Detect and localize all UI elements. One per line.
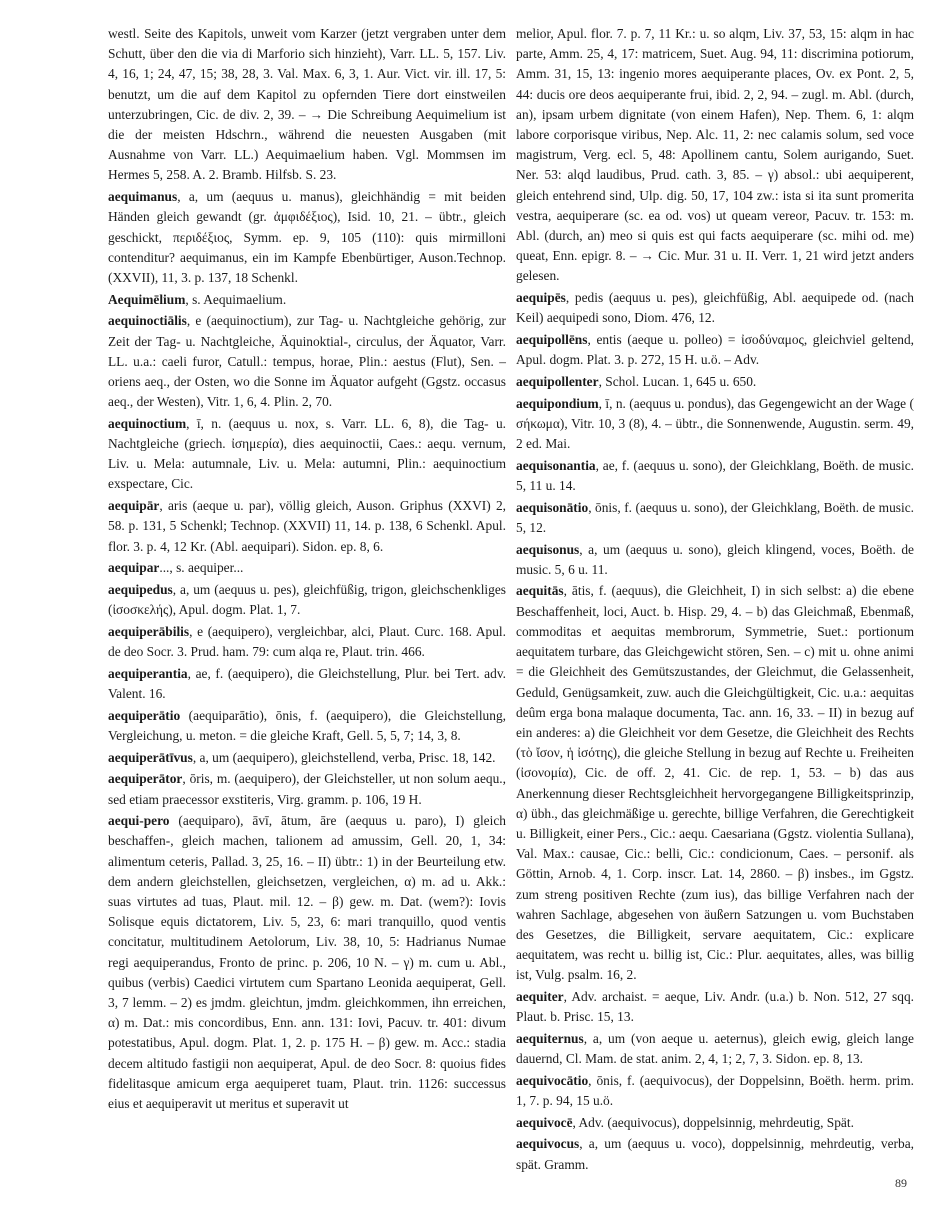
entry-headword: aequipondium	[516, 395, 599, 411]
entry-text: , ī, n. (aequus u. pondus), das Gegengewicht an der Wage ( σήκωμα), Vitr. 10, 3 (8), 4. – übtr., die Sonnenwende, Augustin. serm. 49, 2 ed. Mai.	[516, 395, 914, 452]
entry-headword: aequiperābilis	[108, 623, 190, 639]
dictionary-entry	[516, 1029, 914, 1069]
dictionary-entry	[516, 330, 914, 370]
entry-text: , e (aequipero), vergleichbar, alci, Plaut. Curc. 168. Apul. de deo Socr. 3. Prud. ham. 79: cum alqa re, Plaut. trin. 466.	[108, 623, 506, 660]
dictionary-entry	[108, 706, 506, 746]
entry-headword: aequipēs	[516, 290, 566, 306]
entry-headword: aequivocus	[516, 1136, 580, 1152]
entry-headword: aequivocē	[516, 1114, 573, 1130]
dictionary-entry	[516, 24, 914, 287]
dictionary-entry	[516, 581, 914, 985]
entry-headword: aequivocātio	[516, 1072, 589, 1088]
entry-headword: aequinoctiālis	[108, 313, 187, 329]
left-column	[108, 24, 506, 1116]
entry-headword: aequiperātio	[108, 707, 181, 723]
dictionary-entry	[108, 414, 506, 495]
entry-headword: aequipār	[108, 498, 160, 514]
entry-headword: aequipedus	[108, 581, 173, 597]
dictionary-entry	[108, 311, 506, 412]
entry-headword: aequiperantia	[108, 665, 188, 681]
entry-text: , a, um (aequus u. voco), doppelsinnig, mehrdeutig, verba, spät. Gramm.	[516, 1136, 914, 1172]
dictionary-entry	[108, 187, 506, 288]
entry-text: melior, Apul. flor. 7. p. 7, 11 Kr.: u. so alqm, Liv. 37, 53, 15: alqm in hac parte, Amm. 25, 4, 17: matricem, Suet. Aug. 94, 11: discrimina potiorum, Amm. 31, 15, 13: ingenio mores aequiperante places, Ov. ex Pont. 2, 5, 44: ducis ore deos aequiperante frui, ibid. 2, 2, 94. – zugl. m. Abl. (durch, an), ipsam urbem dignitate (von einem Hafen), Nep. Them. 6, 1: alqm labore corporisque viribus, Nep. Alc. 11, 2: nec calamis solum, sed voce magistrum, Verg. ecl. 5, 48: Apollinem cantu, Solem aurigando, Suet. Ner. 53: alqd laudibus, Prud. cath. 3, 85. – γ) absol.: ubi aequiperent, gleich entehrend sind, Ulp. dig. 50, 17, 104 zw.: ista si ita sunt promerita vestra, aequiperare (sc. ea od. vos) ut queam vereor, Pacuv. tr. 153: m. Abl. (durch, an) meo si quis est qui facts aequiperare (sc. mihi od. me) queat, Enn. epigr. 8. – → Cic. Mur. 31 u. II. Verr. 1, 21 wird jetzt anders gelesen.	[516, 26, 914, 284]
dictionary-entry	[108, 769, 506, 809]
entry-text: , ōnis, f. (aequus u. sono), der Gleichklang, Boëth. de music. 5, 12.	[516, 499, 914, 535]
entry-text: , pedis (aequus u. pes), gleichfüßig, Abl. aequipede od. (nach Keil) aequipedi sono, Diom. 476, 12.	[516, 290, 914, 326]
dictionary-entry	[516, 372, 914, 392]
right-column	[516, 24, 914, 1176]
entry-headword: aequipar	[108, 560, 160, 576]
entry-text: (aequiparo), āvī, ātum, āre (aequus u. paro), I) gleich beschaffen-, gleich machen, talionem ad amussim, Gell. 20, 1, 34: alimentum ceteris, Pallad. 3, 25, 16. – II) übtr.: 1) in der Beurteilung etw. dem andern gleichstellen, gleichsetzen, vergleichen, α) m. ad u. Akk.: suas virtutes ad tuas, Plaut. mil. 12. – β) gew. m. Dat. (wem?): Iovis Solisque equis dictatorem, Liv. 5, 23, 6: mari tranquillo, quod ventis concitatur, multitudinem Aetolorum, Liv. 38, 10, 5: Hadrianus Numae regi aequiperandus, Fronto de princ. p. 206, 10 N. – γ) m. cum u. Abl., quibus (verbis) Caedici virtutem cum Spartano Leonida aequiperat, Gell. 3, 7 lemm. – 2) es jmdm. gleichtun, jmdm. gleichkommen, ihn erreichen, α) m. Dat.: mis concordibus, Enn. ann. 131: Iovi, Pacuv. tr. 401: divum potestatibus, Apul. dogm. Plat. 1, 2. p. 175 H. – β) gew. m. Acc.: stadia decem altitudo fastigii non aequiperat, Apul. de deo Socr. 8: quoius fides fidelitasque amicum erga aequiperet tuam, Plaut. trin. 1126: successus eius et aequiperavit ut meritus et superavit ut	[108, 813, 506, 1112]
entry-text: , Adv. (aequivocus), doppelsinnig, mehrdeutig, Spät.	[572, 1114, 854, 1130]
entry-text: , e (aequinoctium), zur Tag- u. Nachtgleiche gehörig, zur Zeit der Tag- u. Nachtgleiche, Äquinoktial-, circulus, der Äquator, Varr. LL. u.a.: caeli furor, Catull.: tempus, horae, Plin.: aestus (Flut), Sen. – oriens aeq., der Osten, wo die Sonne im Äquator aufgeht (Ggstz. occasus aeq., der Westen), Vitr. 1, 6, 4. Plin. 2, 70.	[108, 313, 506, 410]
dictionary-entry	[516, 456, 914, 496]
entry-headword: aequiter	[516, 989, 564, 1005]
entry-text: , aris (aeque u. par), völlig gleich, Auson. Griphus (XXVI) 2, 58. p. 131, 5 Schenkl; Technop. (XXVII) 11, 14. p. 138, 6 Schenkl. Apul. flor. 3. p. 4, 12 Kr. (Abl. aequipari). Sidon. ep. 8, 6.	[108, 498, 506, 554]
entry-text: , ae, f. (aequipero), die Gleichstellung, Plur. bei Tert. adv. Valent. 16.	[108, 665, 506, 701]
entry-text: , ae, f. (aequus u. sono), der Gleichklang, Boëth. de music. 5, 11 u. 14.	[516, 457, 914, 493]
entry-text: , a, um (von aeque u. aeternus), gleich ewig, gleich lange dauernd, Cl. Mam. de stat. anim. 2, 4, 1; 2, 7, 3. Sidon. ep. 8, 13.	[516, 1030, 914, 1067]
entry-text: , s. Aequimaelium.	[185, 291, 287, 307]
dictionary-entry	[108, 290, 506, 310]
entry-headword: aequisonantia	[516, 457, 596, 473]
dictionary-entry	[108, 811, 506, 1114]
entry-headword: aequisonus	[516, 541, 580, 557]
entry-text: westl. Seite des Kapitols, unweit vom Karzer (jetzt vergraben unter dem Schutt, über den die via di Marforio sich hinzieht), Varr. LL. 5, 157. Liv. 4, 16, 1; 24, 47, 15; 38, 28, 3. Val. Max. 6, 3, 1. Aur. Vict. vir. ill. 17, 5: benutzt, um die auf dem Kapitol zu opfernden Tiere dort einstweilen unterzubringen, Cic. de div. 2, 39. – → Die Schreibung Aequimelium ist die der meisten Hdschrn., während die neuesten Ausgaben (mit Ausnahme von Varr. LL.) Aequimaelium haben. Vgl. Mommsen im Hermes 5, 258. A. 2. Bramb. Hilfsb. S. 23.	[108, 26, 506, 183]
dictionary-entry	[108, 748, 506, 768]
entry-text: , entis (aeque u. polleo) = ἰσοδύναμος, gleichviel geltend, Apul. dogm. Plat. 3. p. 272, 15 H. u.ö. – Adv.	[516, 332, 914, 368]
dictionary-entry	[516, 288, 914, 328]
dictionary-entry	[108, 24, 506, 186]
dictionary-entry	[516, 987, 914, 1027]
dictionary-entry	[108, 558, 506, 578]
dictionary-entry	[516, 498, 914, 538]
entry-text: , Schol. Lucan. 1, 645 u. 650.	[598, 373, 757, 389]
dictionary-entry	[516, 540, 914, 580]
dictionary-entry	[108, 496, 506, 557]
dictionary-entry	[108, 622, 506, 662]
entry-text: , a, um (aequus u. pes), gleichfüßig, trigon, gleichschenkliges (ἰσοσκελής), Apul. dogm. Plat. 1, 7.	[108, 581, 506, 618]
entry-headword: aequisonātio	[516, 499, 589, 515]
dictionary-entry	[516, 394, 914, 455]
page-number: 89	[895, 1176, 907, 1190]
entry-text: , ōnis, f. (aequivocus), der Doppelsinn, Boëth. herm. prim. 1, 7. p. 94, 15 u.ö.	[516, 1072, 914, 1109]
entry-headword: aequinoctium	[108, 415, 187, 431]
entry-text: , ātis, f. (aequus), die Gleichheit, I) in sich selbst: a) die ebene Beschaffenheit, loci, Auct. b. Hisp. 29, 4. – b) das Gleichmaß, Ebenmaß, commoditas et aequitas membrorum, Symmetrie, Suet.: portionum aequitatem turbare, das Gleichgewicht stören, Sen. – c) mit u. ohne animi = die Gleichheit des Gemütszustandes, der Gleichmut, die Gelassenheit, Geduld, Genügsamkeit, zuw. auch die Gleichgültigkeit, Cic. u.a.: aequitas deûm erga bona malaque documenta, Tac. ann. 16, 33. – II) in bezug auf ein anderes: a) die Gleichheit vor dem Gesetze, die Gleichheit des Rechts (τὸ ἴσον, ἡ ἰσότης), die gleiche Stellung in bezug auf Rechte u. Freiheiten (ἰσονομία), Cic. de off. 2, 41. Cic. de rep. 1, 53. – b) das aus Anerkennung dieser Rechtsgleichheit hervorgegangene Billigkeitsprinzip, α) übh., das gleichmäßige u. gerechte, billige Verfahren, die Gerechtigkeit u. Billigkeit, einer Pers., Cic.: aequ. Caesariana (Ggstz. violentia Sullana), Val. Max.: causae, Cic.: belli, Cic.: condicionum, Caes. – personif. als Göttin, Arnob. 4, 1. Corp. inscr. Lat. 14, 2860. – β) insbes., im Ggstz. zum streng positiven Rechte (zum ius), das billige Verfahren nach der wahren Sachlage, abgesehen von äußern Satzungen u. vom Buchstaben des Gesetzes, die Billigkeit, servare aequitatem, Cic.: explicare aequitatem, was recht u. billig ist, Cic.: Plur. aequitates, alles, was billig ist, Vulg. psalm. 16, 2.	[516, 583, 914, 983]
entry-headword: aequipollēns	[516, 332, 588, 348]
entry-headword: aequiperātīvus	[108, 749, 193, 765]
entry-text: , ī, n. (aequus u. nox, s. Varr. LL. 6, 8), die Tag- u. Nachtgleiche (griech. ἰσημερία), dies aequinoctii, Caes.: aequ. vernum, Liv. u. Mela: autumnale, Liv. u. Mela: autumni, Plin.: aequinoctium exspectare, Cic.	[108, 415, 506, 492]
entry-headword: aequi-pero	[108, 813, 170, 829]
entry-text: , a, um (aequus u. sono), gleich klingend, voces, Boëth. de music. 5, 6 u. 11.	[516, 541, 914, 577]
entry-headword: aequitās	[516, 583, 564, 599]
dictionary-entry	[108, 664, 506, 704]
dictionary-entry	[108, 580, 506, 620]
entry-headword: aequipollenter	[516, 373, 599, 389]
entry-text: ..., s. aequiper...	[159, 560, 244, 576]
dictionary-entry	[516, 1071, 914, 1111]
entry-headword: aequimanus	[108, 189, 178, 205]
entry-text: , Adv. archaist. = aeque, Liv. Andr. (u.a.) b. Non. 512, 27 sqq. Plaut. b. Prisc. 15, 13.	[516, 989, 914, 1025]
dictionary-entry	[516, 1113, 914, 1133]
entry-headword: aequiternus	[516, 1030, 584, 1046]
entry-text: , ōris, m. (aequipero), der Gleichsteller, ut non solum aequ., sed etiam praecessor exstiteris, Virg. gramm. p. 106, 19 H.	[108, 771, 506, 807]
entry-headword: aequiperātor	[108, 771, 183, 787]
entry-text: , a, um (aequus u. manus), gleichhändig = mit beiden Händen gleich gewandt (gr. ἀμφιδέξιος), Isid. 10, 21. – übtr., gleich geschickt, περιδέξιος, Symm. ep. 9, 105 (110): quis mirmilloni contenditur? aequimanus, ein im Kampfe Ebenbürtiger, Auson.Technop. (XXVII), 11, 3. p. 137, 18 Schenkl.	[108, 189, 506, 285]
dictionary-entry	[516, 1134, 914, 1174]
entry-headword: Aequimēlium	[108, 291, 186, 307]
entry-text: , a, um (aequipero), gleichstellend, verba, Prisc. 18, 142.	[192, 749, 496, 765]
entry-text: (aequiparātio), ōnis, f. (aequipero), die Gleichstellung, Vergleichung, u. meton. = die gleiche Kraft, Gell. 5, 5, 7; 14, 3, 8.	[108, 707, 506, 743]
